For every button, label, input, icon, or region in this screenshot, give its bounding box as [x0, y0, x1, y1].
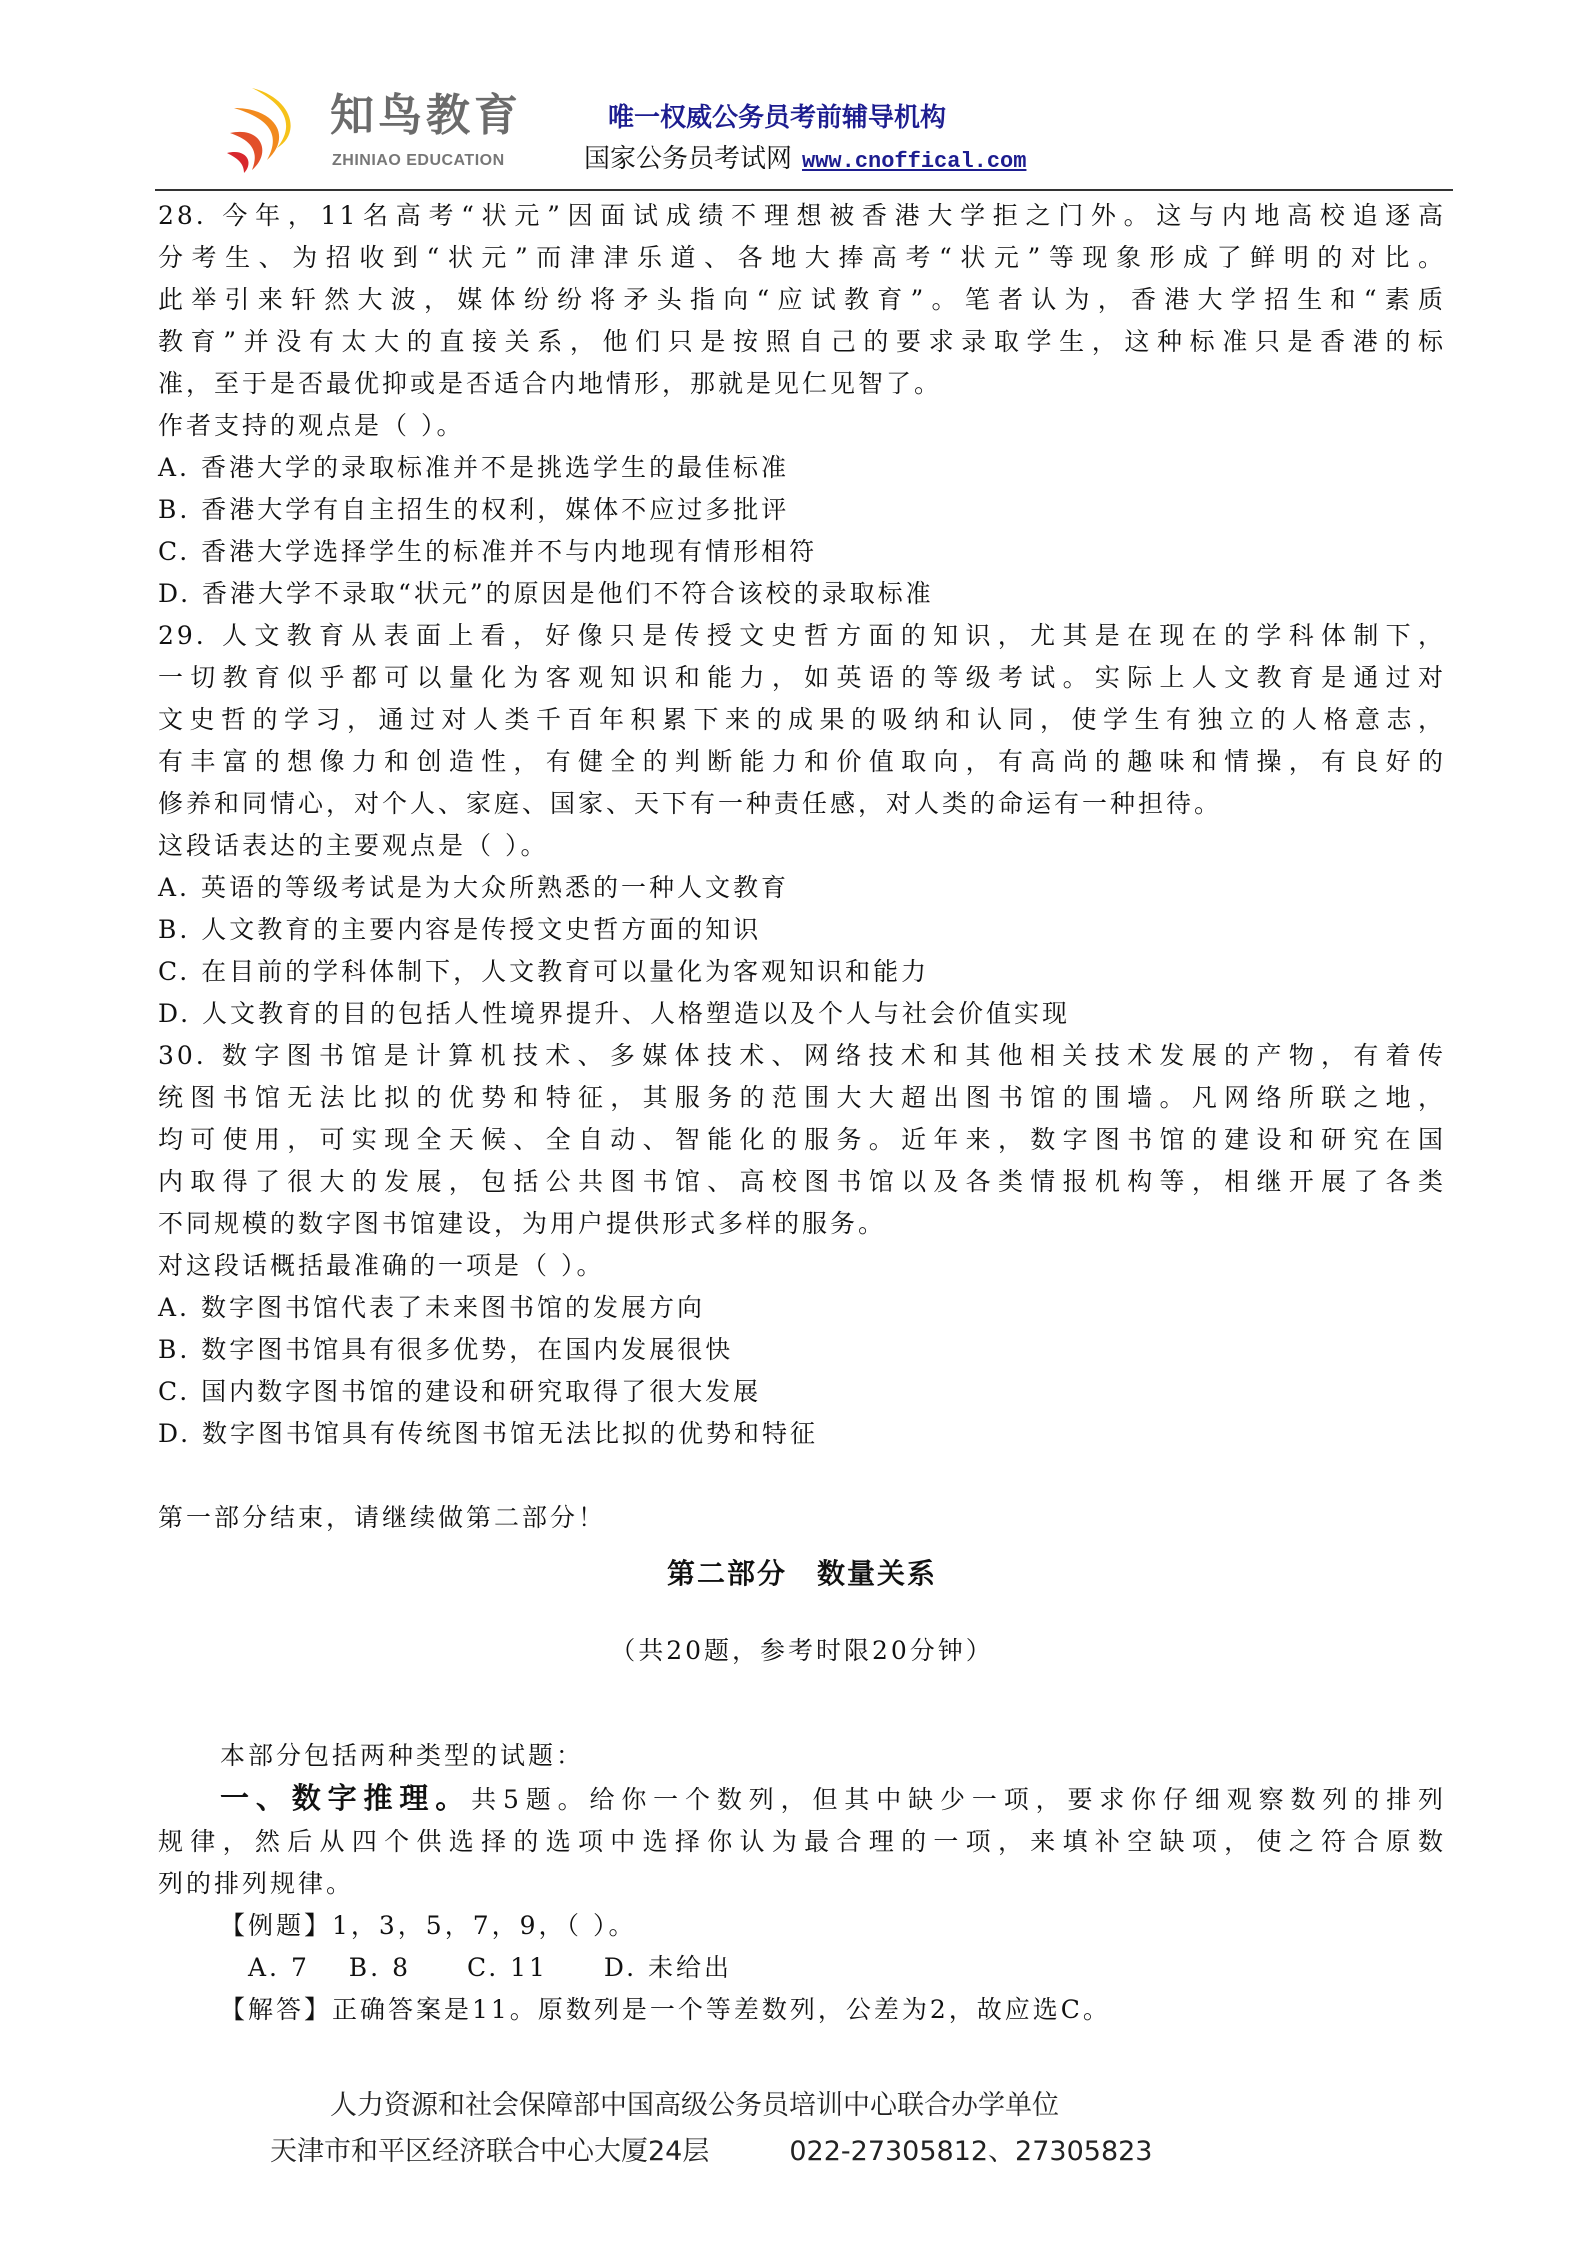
- question-prompt: 对这段话概括最准确的一项是（ ）。: [158, 1251, 605, 1280]
- answer-option: B. 数字图书馆具有很多优势，在国内发展很快: [158, 1335, 734, 1364]
- question-stem-line: 此举引来轩然大波，媒体纷纷将矛头指向“应试教育”。笔者认为，香港大学招生和“素质: [158, 285, 1446, 314]
- question-stem-line: 30. 数字图书馆是计算机技术、多媒体技术、网络技术和其他相关技术发展的产物，有着传: [158, 1041, 1446, 1070]
- section-label: 一、数字推理。: [220, 1781, 472, 1815]
- question-stem-line: 均可使用，可实现全天候、全自动、智能化的服务。近年来，数字图书馆的建设和研究在国: [158, 1125, 1446, 1154]
- example-question: 【例题】1，3，5，7，9，（ ）。: [220, 1911, 637, 1940]
- question-stem-line: 一切教育似乎都可以量化为客观知识和能力，如英语的等级考试。实际上人文教育是通过对: [158, 663, 1446, 692]
- answer-option: A. 数字图书馆代表了未来图书馆的发展方向: [158, 1293, 705, 1322]
- example-answer: 【解答】正确答案是11。原数列是一个等差数列，公差为2，故应选C。: [220, 1995, 1111, 2024]
- question-prompt: 这段话表达的主要观点是（ ）。: [158, 831, 549, 860]
- example-options: A. 7 B. 8 C. 11 D. 未给出: [248, 1953, 732, 1982]
- answer-option: D. 人文教育的目的包括人性境界提升、人格塑造以及个人与社会价值实现: [158, 999, 1071, 1028]
- section-intro: 本部分包括两种类型的试题：: [220, 1741, 585, 1770]
- question-stem-line: 教育”并没有太大的直接关系，他们只是按照自己的要求录取学生，这种标准只是香港的标: [158, 327, 1446, 356]
- site-name: 国家公务员考试网: [584, 144, 793, 174]
- brand-name: 知鸟教育: [330, 90, 522, 141]
- question-stem-line: 分考生、为招收到“状元”而津津乐道、各地大捧高考“状元”等现象形成了鲜明的对比。: [158, 243, 1446, 272]
- brand-name-en: ZHINIAO EDUCATION: [332, 152, 505, 169]
- question-stem-line: 统图书馆无法比拟的优势和特征，其服务的范围大大超出图书馆的围墙。凡网络所联之地，: [158, 1083, 1446, 1112]
- slogan: 唯一权威公务员考前辅导机构: [608, 103, 947, 133]
- question-stem-line: 有丰富的想像力和创造性，有健全的判断能力和价值取向，有高尚的趣味和情操，有良好的: [158, 747, 1446, 776]
- site-line: [584, 142, 1026, 179]
- part-end-note: 第一部分结束，请继续做第二部分！: [158, 1503, 607, 1532]
- answer-option: D. 香港大学不录取“状元”的原因是他们不符合该校的录取标准: [158, 579, 934, 608]
- section-desc-line: 列的排列规律。: [158, 1869, 355, 1898]
- question-stem-line: 内取得了很大的发展，包括公共图书馆、高校图书馆以及各类情报机构等，相继开展了各类: [158, 1167, 1446, 1196]
- question-stem-line: 28. 今年，11名高考“状元”因面试成绩不理想被香港大学拒之门外。这与内地高校追逐高: [158, 201, 1446, 230]
- spacer: [158, 1455, 1446, 1497]
- question-stem-line: 准，至于是否最优抑或是否适合内地情形，那就是见仁见智了。: [158, 369, 943, 398]
- question-prompt: 作者支持的观点是（ ）。: [158, 411, 465, 440]
- header-divider: [155, 189, 1453, 191]
- section-desc-line: [158, 1777, 1446, 1821]
- section-desc-text: 共5题。给你一个数列，但其中缺少一项，要求你仔细观察数列的排列: [471, 1785, 1446, 1814]
- section-title: 第二部分 数量关系: [666, 1557, 937, 1590]
- question-stem-line: 不同规模的数字图书馆建设，为用户提供形式多样的服务。: [158, 1209, 887, 1238]
- answer-option: A. 香港大学的录取标准并不是挑选学生的最佳标准: [158, 453, 789, 482]
- site-url-link[interactable]: www.cnoffical.com: [802, 149, 1027, 174]
- footer-contact: [270, 2134, 1594, 2170]
- answer-option: A. 英语的等级考试是为大众所熟悉的一种人文教育: [158, 873, 789, 902]
- zhiniao-logo-icon: [222, 78, 322, 174]
- answer-option: B. 香港大学有自主招生的权利，媒体不应过多批评: [158, 495, 790, 524]
- footer-address: 天津市和平区经济联合中心大厦24层: [270, 2136, 710, 2167]
- answer-option: D. 数字图书馆具有传统图书馆无法比拟的优势和特征: [158, 1419, 819, 1448]
- question-stem-line: 文史哲的学习，通过对人类千百年积累下来的成果的吸纳和认同，使学生有独立的人格意志，: [158, 705, 1446, 734]
- section-desc-line: 规律，然后从四个供选择的选项中选择你认为最合理的一项，来填补空缺项，使之符合原数: [158, 1827, 1446, 1856]
- answer-option: B. 人文教育的主要内容是传授文史哲方面的知识: [158, 915, 762, 944]
- question-stem-line: 修养和同情心，对个人、家庭、国家、天下有一种责任感，对人类的命运有一种担待。: [158, 789, 1223, 818]
- section-subtitle: （共20题，参考时限20分钟）: [610, 1636, 994, 1665]
- question-stem-line: 29. 人文教育从表面上看，好像只是传授文史哲方面的知识，尤其是在现在的学科体制下，: [158, 621, 1446, 650]
- spacer: [158, 1693, 1446, 1735]
- footer-affiliation: 人力资源和社会保障部中国高级公务员培训中心联合办学单位: [330, 2090, 1059, 2121]
- answer-option: C. 在目前的学科体制下，人文教育可以量化为客观知识和能力: [158, 957, 930, 986]
- answer-option: C. 香港大学选择学生的标准并不与内地现有情形相符: [158, 537, 818, 566]
- footer-phone: 022-27305812、27305823: [789, 2136, 1153, 2167]
- document-body: [158, 195, 1446, 2031]
- answer-option: C. 国内数字图书馆的建设和研究取得了很大发展: [158, 1377, 762, 1406]
